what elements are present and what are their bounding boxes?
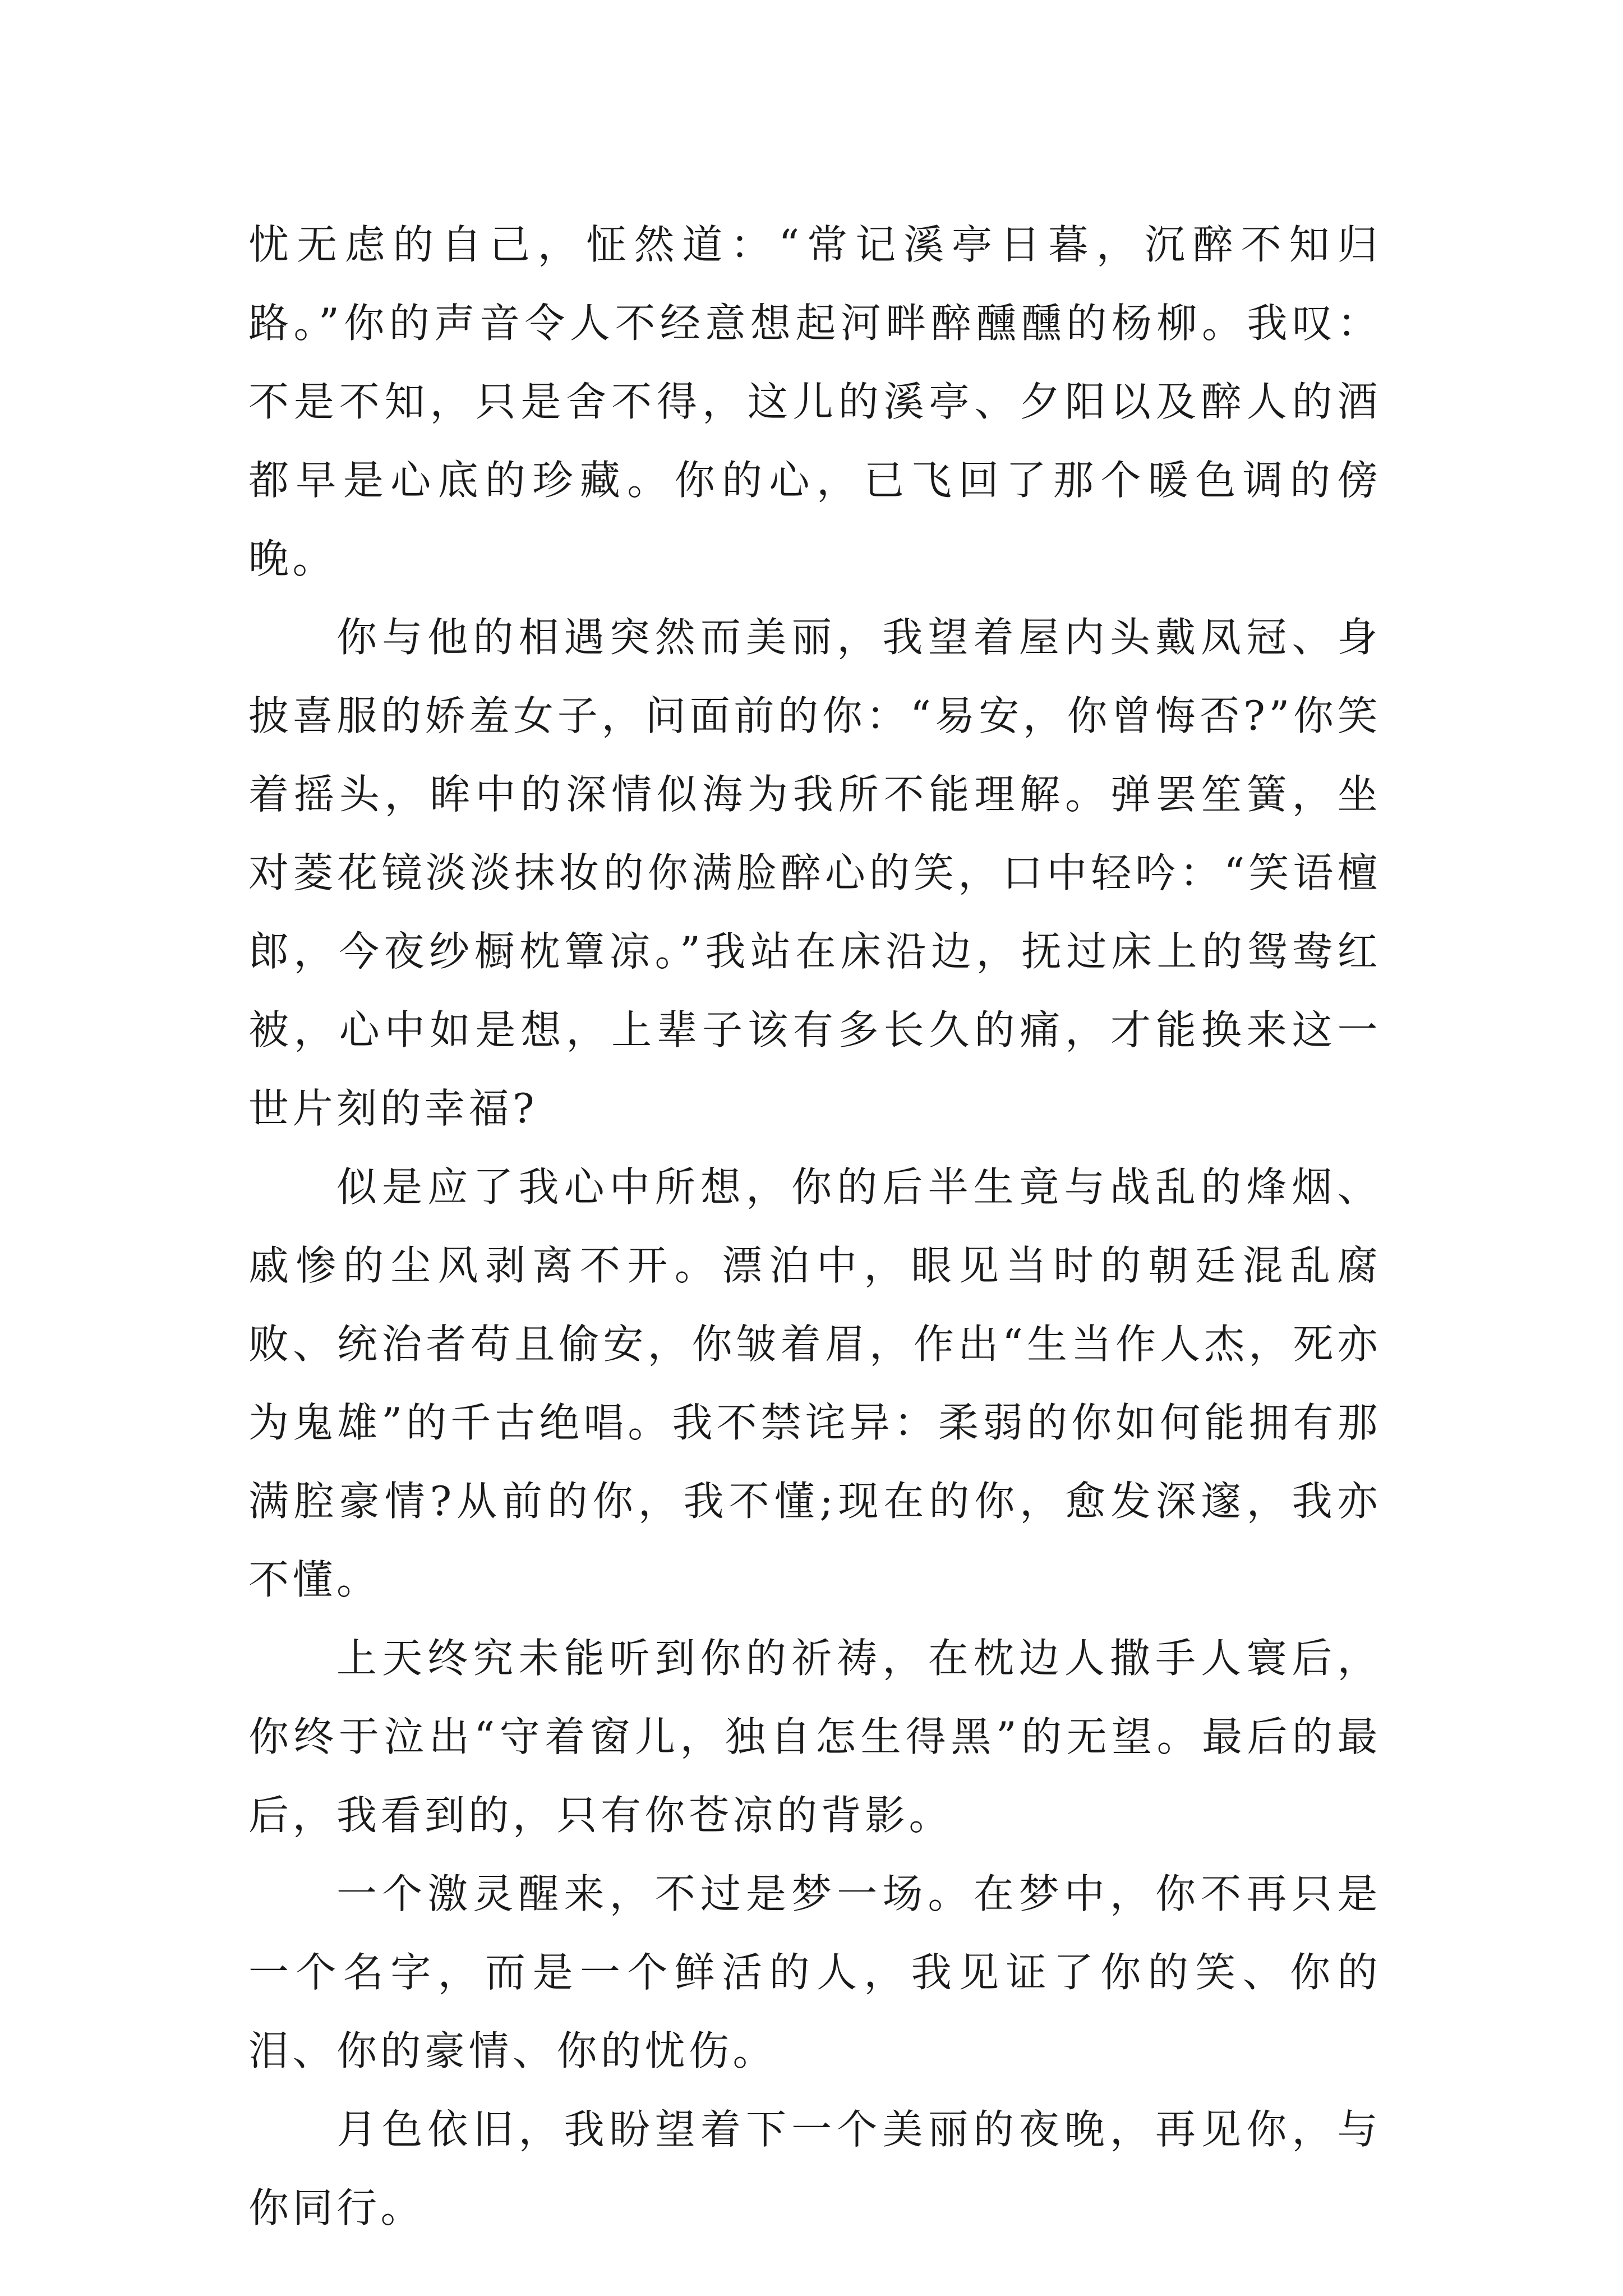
paragraph: 上天终究未能听到你的祈祷，在枕边人撒手人寰后，你终于泣出“守着窗儿，独自怎生得黑”的无望。最后的最后，我看到的，只有你苍凉的背影。 — [248, 1635, 1381, 1839]
essay-body — [248, 205, 1381, 2247]
paragraph: 似是应了我心中所想，你的后半生竟与战乱的烽烟、戚惨的尘风剥离不开。漂泊中，眼见当时的朝廷混乱腐败、统治者苟且偷安，你皱着眉，作出“生当作人杰，死亦为鬼雄”的千古绝唱。我不禁诧异：柔弱的你如何能拥有那满腔豪情?从前的你，我不懂;现在的你，愈发深邃，我亦不懂。 — [248, 1163, 1381, 1603]
paragraph: 月色依旧，我盼望着下一个美丽的夜晚，再见你，与你同行。 — [248, 2106, 1381, 2231]
paragraph-continuation: 忧无虑的自己，怔然道：“常记溪亭日暮，沉醉不知归路。”你的声音令人不经意想起河畔醉醺醺的杨柳。我叹：不是不知，只是舍不得，这儿的溪亭、夕阳以及醉人的酒都早是心底的珍藏。你的心，已飞回了那个暖色调的傍晚。 — [248, 221, 1381, 582]
paragraph: 一个激灵醒来，不过是梦一场。在梦中，你不再只是一个名字，而是一个鲜活的人，我见证了你的笑、你的泪、你的豪情、你的忧伤。 — [248, 1870, 1381, 2074]
paragraph: 你与他的相遇突然而美丽，我望着屋内头戴凤冠、身披喜服的娇羞女子，问面前的你：“易安，你曾悔否?”你笑着摇头，眸中的深情似海为我所不能理解。弹罢笙簧，坐对菱花镜淡淡抹妆的你满脸醉心的笑，口中轻吟：“笑语檀郎，今夜纱橱枕簟凉。”我站在床沿边，抚过床上的鸳鸯红被，心中如是想，上辈子该有多长久的痛，才能换来这一世片刻的幸福? — [248, 614, 1381, 1132]
